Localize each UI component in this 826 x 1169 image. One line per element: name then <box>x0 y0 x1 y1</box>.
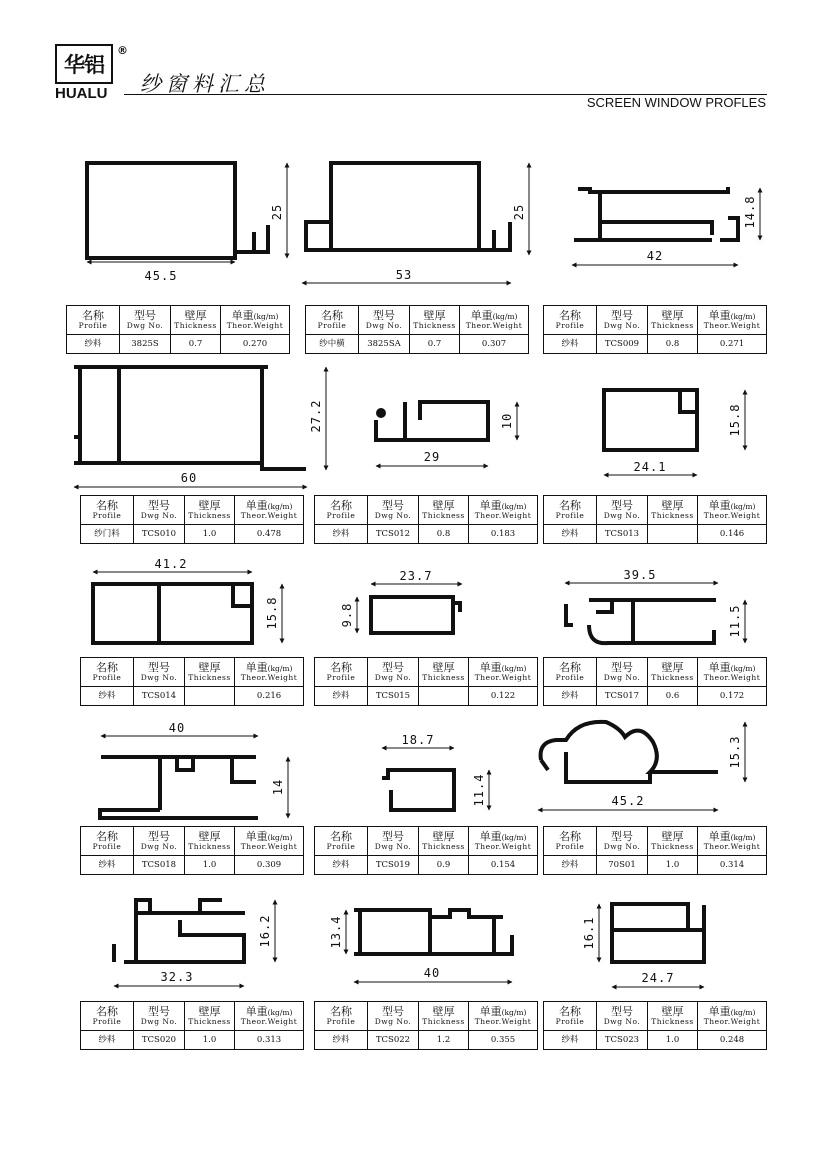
table-row <box>81 1031 304 1050</box>
weight-value: 0.248 <box>698 1031 767 1050</box>
spec-table-tcs015 <box>314 657 538 706</box>
profile-name: 纱料 <box>315 687 368 706</box>
profile-drawing-tcs010 <box>74 367 306 469</box>
spec-table-tcs018 <box>80 826 304 875</box>
profile-name: 纱料 <box>81 687 134 706</box>
col-name-header: 名称 Profile <box>315 496 368 525</box>
profile-name: 纱料 <box>81 1031 134 1050</box>
dwg-no: TCS009 <box>597 335 648 354</box>
col-dwg-header: 型号 Dwg No. <box>134 496 185 525</box>
spec-table-tcs013 <box>543 495 767 544</box>
dim-label: 14.8 <box>743 195 757 229</box>
col-dwg-header: 型号 Dwg No. <box>597 496 648 525</box>
col-weight-header: 单重(kg/m) Theor.Weight <box>235 827 304 856</box>
weight-value: 0.478 <box>235 525 304 544</box>
table-row <box>544 525 767 544</box>
table-row <box>81 856 304 875</box>
col-thickness-header: 壁厚 Thickness <box>648 827 698 856</box>
col-thickness-header: 壁厚 Thickness <box>185 496 235 525</box>
profile-drawing-3825s <box>87 163 268 258</box>
table-row <box>315 1031 538 1050</box>
thickness-value: 1.0 <box>185 1031 235 1050</box>
profile-drawing-3825sa <box>306 163 510 250</box>
dim-label: 15.8 <box>265 596 279 630</box>
dim-label: 27.2 <box>309 399 323 433</box>
thickness-value: 0.8 <box>648 335 698 354</box>
table-row <box>544 856 767 875</box>
dim-label: 15.3 <box>728 735 742 769</box>
spec-table-tcs020 <box>80 1001 304 1050</box>
col-dwg-header: 型号 Dwg No. <box>134 827 185 856</box>
dwg-no: TCS018 <box>134 856 185 875</box>
page-title-cn: 纱窗料汇总 <box>140 72 270 96</box>
spec-table-tcs023 <box>543 1001 767 1050</box>
registered-mark: ® <box>117 44 128 57</box>
page-title-en: SCREEN WINDOW PROFLES <box>586 95 766 110</box>
col-weight-header: 单重(kg/m) Theor.Weight <box>698 306 767 335</box>
profile-drawing-tcs014 <box>93 584 252 643</box>
table-row <box>544 335 767 354</box>
dim-label: 32.3 <box>160 970 194 984</box>
dim-label: 16.2 <box>258 914 272 948</box>
dim-label: 29 <box>423 450 441 464</box>
thickness-value: 1.0 <box>648 1031 698 1050</box>
table-row <box>81 687 304 706</box>
col-dwg-header: 型号 Dwg No. <box>368 827 419 856</box>
dwg-no: TCS012 <box>368 525 419 544</box>
dim-label: 9.8 <box>340 602 354 628</box>
col-name-header: 名称 Profile <box>306 306 359 335</box>
thickness-value: 0.7 <box>171 335 221 354</box>
thickness-value: 1.0 <box>648 856 698 875</box>
col-thickness-header: 壁厚 Thickness <box>419 1002 469 1031</box>
col-dwg-header: 型号 Dwg No. <box>597 658 648 687</box>
spec-table-3825s <box>66 305 290 354</box>
col-name-header: 名称 Profile <box>544 496 597 525</box>
profile-name: 纱料 <box>544 687 597 706</box>
table-row <box>81 525 304 544</box>
col-weight-header: 单重(kg/m) Theor.Weight <box>469 827 538 856</box>
col-weight-header: 单重(kg/m) Theor.Weight <box>469 658 538 687</box>
dim-label: 45.5 <box>144 269 178 283</box>
table-row <box>315 687 538 706</box>
col-name-header: 名称 Profile <box>544 827 597 856</box>
spec-table-tcs014 <box>80 657 304 706</box>
dwg-no: TCS010 <box>134 525 185 544</box>
profile-drawing-tcs018 <box>100 757 258 818</box>
profile-drawing-tcs013 <box>604 390 697 450</box>
thickness-value: 0.9 <box>419 856 469 875</box>
dim-label: 60 <box>180 471 198 485</box>
profile-name: 纱门料 <box>81 525 134 544</box>
thickness-value: 0.8 <box>419 525 469 544</box>
dim-label: 53 <box>395 268 413 282</box>
col-name-header: 名称 Profile <box>67 306 120 335</box>
weight-value: 0.355 <box>469 1031 538 1050</box>
col-name-header: 名称 Profile <box>315 827 368 856</box>
profile-drawing-tcs023 <box>612 904 704 962</box>
col-name-header: 名称 Profile <box>81 658 134 687</box>
dim-label: 23.7 <box>399 569 433 583</box>
weight-value: 0.154 <box>469 856 538 875</box>
thickness-value: 1.0 <box>185 856 235 875</box>
thickness-value <box>185 687 235 706</box>
col-dwg-header: 型号 Dwg No. <box>597 827 648 856</box>
spec-table-3825sa <box>305 305 529 354</box>
spec-table-tcs010 <box>80 495 304 544</box>
profile-drawing-tcs019 <box>382 770 454 810</box>
weight-value: 0.122 <box>469 687 538 706</box>
col-weight-header: 单重(kg/m) Theor.Weight <box>469 1002 538 1031</box>
thickness-value <box>419 687 469 706</box>
table-row <box>67 335 290 354</box>
col-name-header: 名称 Profile <box>315 1002 368 1031</box>
spec-table-tcs012 <box>314 495 538 544</box>
dwg-no: 3825SA <box>359 335 410 354</box>
col-thickness-header: 壁厚 Thickness <box>648 306 698 335</box>
col-weight-header: 单重(kg/m) Theor.Weight <box>698 1002 767 1031</box>
profile-drawing-tcs009 <box>574 187 738 240</box>
col-dwg-header: 型号 Dwg No. <box>120 306 171 335</box>
dwg-no: TCS014 <box>134 687 185 706</box>
col-weight-header: 单重(kg/m) Theor.Weight <box>235 1002 304 1031</box>
col-dwg-header: 型号 Dwg No. <box>359 306 410 335</box>
profile-drawing-70s01 <box>541 722 718 782</box>
dim-label: 13.4 <box>329 915 343 949</box>
table-row <box>306 335 529 354</box>
profile-drawing-tcs020 <box>114 900 245 962</box>
profile-name: 纱中横 <box>306 335 359 354</box>
profile-name: 纱料 <box>544 525 597 544</box>
dim-label: 16.1 <box>582 916 596 950</box>
dim-label: 24.7 <box>641 971 675 985</box>
col-thickness-header: 壁厚 Thickness <box>648 496 698 525</box>
dim-label: 14 <box>271 778 285 796</box>
spec-table-tcs017 <box>543 657 767 706</box>
thickness-value: 1.0 <box>185 525 235 544</box>
table-row <box>315 856 538 875</box>
col-dwg-header: 型号 Dwg No. <box>368 1002 419 1031</box>
col-dwg-header: 型号 Dwg No. <box>368 496 419 525</box>
profile-name: 纱料 <box>315 525 368 544</box>
weight-value: 0.216 <box>235 687 304 706</box>
dim-label: 15.8 <box>728 403 742 437</box>
profile-name: 纱料 <box>67 335 120 354</box>
weight-value: 0.172 <box>698 687 767 706</box>
dim-label: 39.5 <box>623 568 657 582</box>
dwg-no: TCS019 <box>368 856 419 875</box>
dim-label: 24.1 <box>633 460 667 474</box>
col-name-header: 名称 Profile <box>81 827 134 856</box>
dim-label: 18.7 <box>401 733 435 747</box>
col-thickness-header: 壁厚 Thickness <box>185 658 235 687</box>
col-name-header: 名称 Profile <box>544 306 597 335</box>
col-thickness-header: 壁厚 Thickness <box>419 496 469 525</box>
dim-label: 40 <box>168 721 186 735</box>
col-dwg-header: 型号 Dwg No. <box>597 1002 648 1031</box>
col-weight-header: 单重(kg/m) Theor.Weight <box>235 658 304 687</box>
col-weight-header: 单重(kg/m) Theor.Weight <box>698 827 767 856</box>
col-dwg-header: 型号 Dwg No. <box>134 1002 185 1031</box>
col-weight-header: 单重(kg/m) Theor.Weight <box>460 306 529 335</box>
profile-drawing-tcs017 <box>566 600 716 643</box>
table-row <box>544 687 767 706</box>
weight-value: 0.307 <box>460 335 529 354</box>
spec-table-tcs009 <box>543 305 767 354</box>
dwg-no: TCS013 <box>597 525 648 544</box>
col-thickness-header: 壁厚 Thickness <box>185 827 235 856</box>
col-weight-header: 单重(kg/m) Theor.Weight <box>698 658 767 687</box>
thickness-value: 1.2 <box>419 1031 469 1050</box>
dwg-no: TCS015 <box>368 687 419 706</box>
dwg-no: TCS023 <box>597 1031 648 1050</box>
dim-label: 25 <box>270 203 284 221</box>
spec-table-70s01 <box>543 826 767 875</box>
col-weight-header: 单重(kg/m) Theor.Weight <box>469 496 538 525</box>
col-thickness-header: 壁厚 Thickness <box>648 1002 698 1031</box>
dim-label: 25 <box>512 203 526 221</box>
col-thickness-header: 壁厚 Thickness <box>171 306 221 335</box>
dim-label: 10 <box>500 412 514 430</box>
thickness-value <box>648 525 698 544</box>
col-name-header: 名称 Profile <box>81 496 134 525</box>
weight-value: 0.183 <box>469 525 538 544</box>
dim-label: 41.2 <box>154 557 188 571</box>
dwg-no: TCS020 <box>134 1031 185 1050</box>
col-weight-header: 单重(kg/m) Theor.Weight <box>235 496 304 525</box>
logo-text: HUALU <box>55 85 108 102</box>
profile-name: 纱料 <box>81 856 134 875</box>
weight-value: 0.314 <box>698 856 767 875</box>
col-thickness-header: 壁厚 Thickness <box>185 1002 235 1031</box>
dwg-no: 3825S <box>120 335 171 354</box>
profile-name: 纱料 <box>544 335 597 354</box>
thickness-value: 0.6 <box>648 687 698 706</box>
spec-table-tcs022 <box>314 1001 538 1050</box>
weight-value: 0.146 <box>698 525 767 544</box>
col-weight-header: 单重(kg/m) Theor.Weight <box>698 496 767 525</box>
col-name-header: 名称 Profile <box>544 658 597 687</box>
profile-name: 纱料 <box>544 856 597 875</box>
col-name-header: 名称 Profile <box>81 1002 134 1031</box>
profile-drawing-tcs015 <box>371 597 460 633</box>
col-dwg-header: 型号 Dwg No. <box>134 658 185 687</box>
col-thickness-header: 壁厚 Thickness <box>410 306 460 335</box>
profile-name: 纱料 <box>544 1031 597 1050</box>
weight-value: 0.270 <box>221 335 290 354</box>
logo-mark: 华铝 <box>55 44 113 84</box>
weight-value: 0.313 <box>235 1031 304 1050</box>
profile-drawing-tcs022 <box>354 910 512 954</box>
dim-label: 45.2 <box>611 794 645 808</box>
dwg-no: TCS017 <box>597 687 648 706</box>
table-row <box>544 1031 767 1050</box>
col-thickness-header: 壁厚 Thickness <box>648 658 698 687</box>
weight-value: 0.309 <box>235 856 304 875</box>
col-name-header: 名称 Profile <box>544 1002 597 1031</box>
col-dwg-header: 型号 Dwg No. <box>368 658 419 687</box>
dim-label: 40 <box>423 966 441 980</box>
weight-value: 0.271 <box>698 335 767 354</box>
dim-label: 42 <box>646 249 664 263</box>
dim-label: 11.4 <box>472 773 486 807</box>
col-thickness-header: 壁厚 Thickness <box>419 827 469 856</box>
thickness-value: 0.7 <box>410 335 460 354</box>
col-dwg-header: 型号 Dwg No. <box>597 306 648 335</box>
dwg-no: 70S01 <box>597 856 648 875</box>
profile-name: 纱料 <box>315 856 368 875</box>
col-weight-header: 单重(kg/m) Theor.Weight <box>221 306 290 335</box>
profile-drawing-tcs012 <box>376 402 488 440</box>
dwg-no: TCS022 <box>368 1031 419 1050</box>
spec-table-tcs019 <box>314 826 538 875</box>
col-thickness-header: 壁厚 Thickness <box>419 658 469 687</box>
dim-label: 11.5 <box>728 604 742 638</box>
table-row <box>315 525 538 544</box>
profile-name: 纱料 <box>315 1031 368 1050</box>
col-name-header: 名称 Profile <box>315 658 368 687</box>
